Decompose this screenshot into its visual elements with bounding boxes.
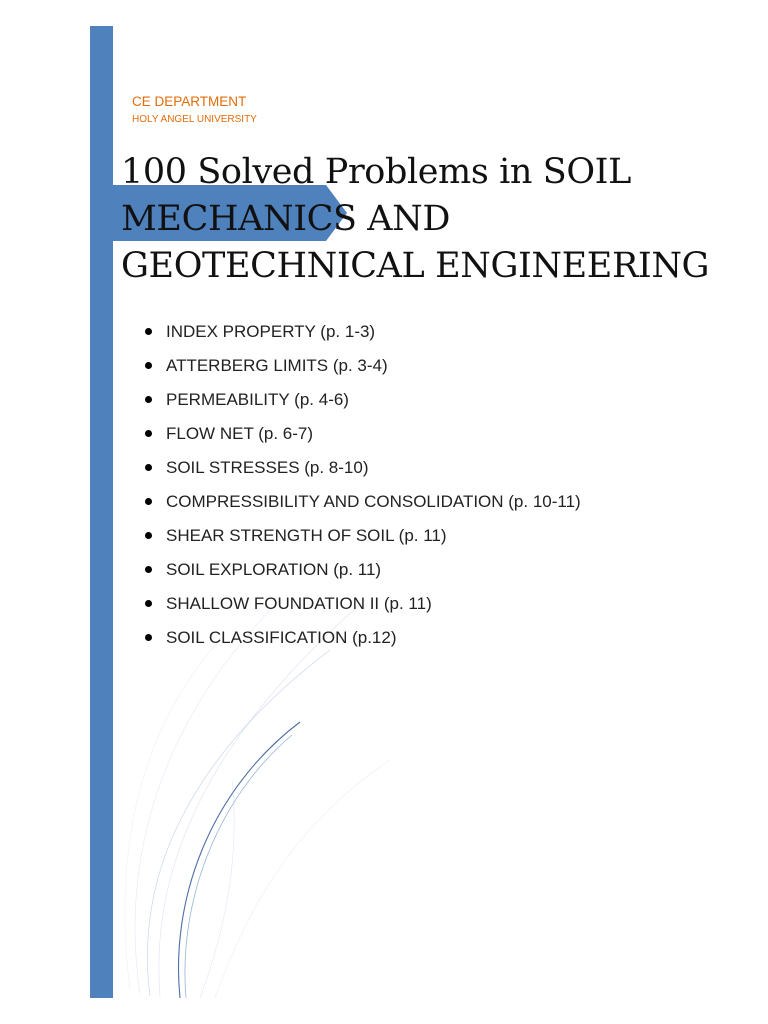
topic-label: SOIL STRESSES (p. 8-10) — [166, 458, 369, 477]
bullet-icon — [145, 464, 152, 471]
topic-label: SHALLOW FOUNDATION II (p. 11) — [166, 594, 432, 613]
bullet-icon — [145, 362, 152, 369]
topic-label: ATTERBERG LIMITS (p. 3-4) — [166, 356, 388, 375]
list-item — [166, 591, 581, 625]
list-item — [166, 557, 581, 591]
topic-label: SOIL EXPLORATION (p. 11) — [166, 560, 382, 579]
topic-label: INDEX PROPERTY (p. 1-3) — [166, 322, 376, 341]
list-item — [166, 319, 581, 353]
bullet-icon — [145, 498, 152, 505]
list-item — [166, 523, 581, 557]
title-line-1: 100 Solved Problems in SOIL — [121, 152, 631, 192]
title-line-2: MECHANICS AND — [121, 199, 451, 239]
bullet-icon — [145, 566, 152, 573]
topic-label: SHEAR STRENGTH OF SOIL (p. 11) — [166, 526, 447, 545]
topic-list — [166, 319, 581, 659]
list-item — [166, 353, 581, 387]
list-item — [166, 387, 581, 421]
bullet-icon — [145, 396, 152, 403]
decorative-curves — [125, 600, 390, 998]
list-item — [166, 625, 581, 659]
department-label: CE DEPARTMENT — [132, 94, 247, 109]
document-title — [121, 149, 751, 290]
bullet-icon — [145, 634, 152, 641]
list-item — [166, 455, 581, 489]
list-item — [166, 421, 581, 455]
vertical-bar — [90, 26, 113, 998]
bullet-icon — [145, 600, 152, 607]
bullet-icon — [145, 430, 152, 437]
title-line-3: GEOTECHNICAL ENGINEERING — [121, 246, 710, 286]
university-label: HOLY ANGEL UNIVERSITY — [132, 114, 257, 125]
topic-label: SOIL CLASSIFICATION (p.12) — [166, 628, 397, 647]
topic-label: FLOW NET (p. 6-7) — [166, 424, 314, 443]
topic-label: PERMEABILITY (p. 4-6) — [166, 390, 349, 409]
bullet-icon — [145, 328, 152, 335]
bullet-icon — [145, 532, 152, 539]
list-item — [166, 489, 581, 523]
topic-label: COMPRESSIBILITY AND CONSOLIDATION (p. 10-11) — [166, 492, 581, 511]
